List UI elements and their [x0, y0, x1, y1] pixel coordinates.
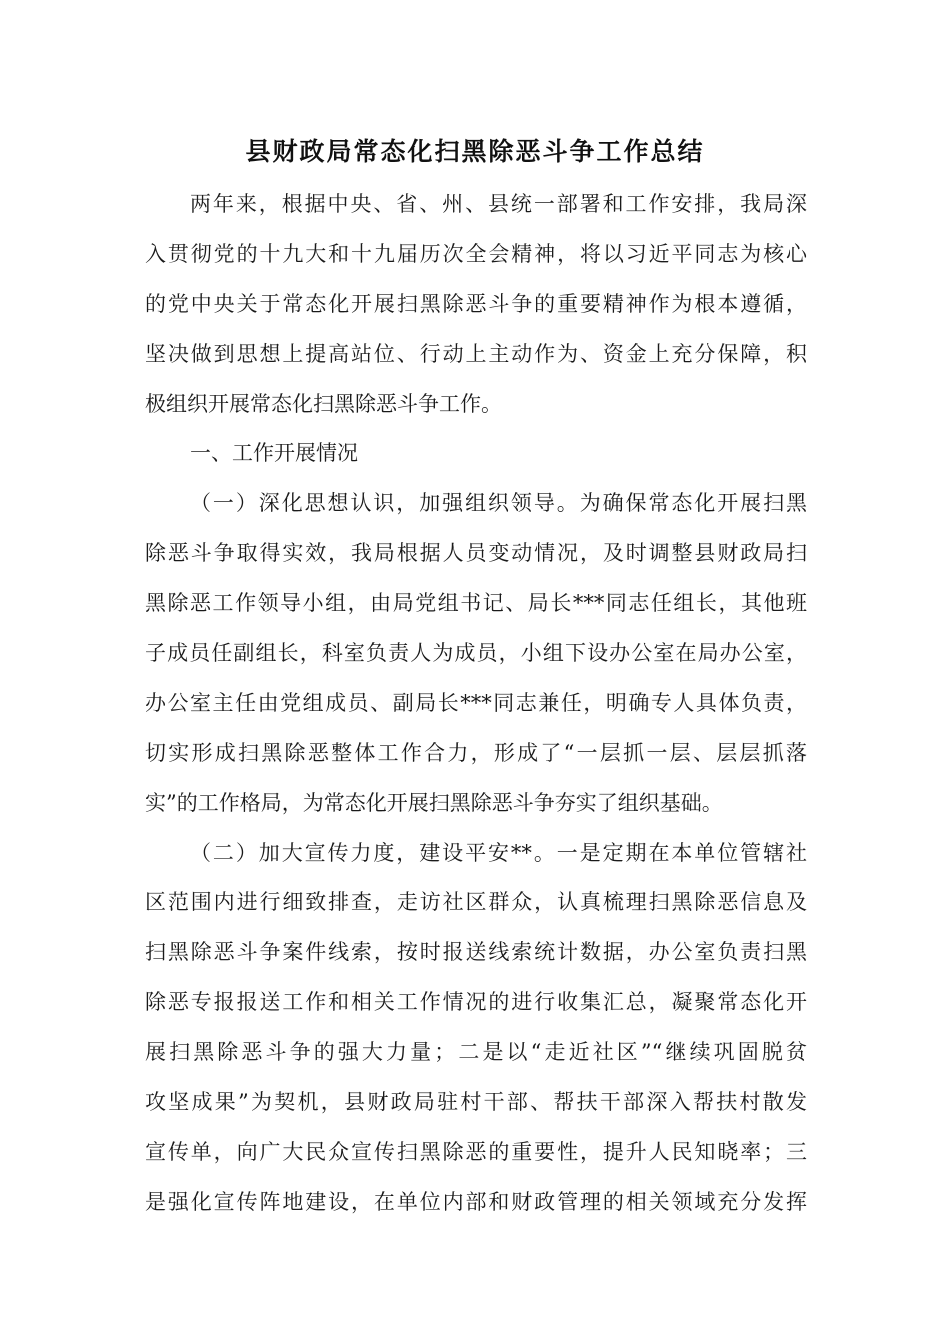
text-line: 的党中央关于常态化开展扫黑除恶斗争的重要精神作为根本遵循，	[145, 291, 807, 316]
text-line: （二）加大宣传力度，建设平安**。一是定期在本单位管辖社	[190, 840, 807, 865]
text-line: 扫黑除恶斗争案件线索，按时报送线索统计数据，办公室负责扫黑	[145, 940, 807, 965]
text-line: 两年来，根据中央、省、州、县统一部署和工作安排，我局深	[190, 192, 807, 216]
text-line: 攻坚成果”为契机，县财政局驻村干部、帮扶干部深入帮扶村散发	[145, 1090, 807, 1115]
text-line: 子成员任副组长，科室负责人为成员，小组下设办公室在局办公室，	[145, 641, 807, 666]
text-line: （一）深化思想认识，加强组织领导。为确保常态化开展扫黑	[190, 491, 807, 516]
text-line: 切实形成扫黑除恶整体工作合力，形成了“一层抓一层、层层抓落	[145, 740, 807, 765]
text-line: 除恶斗争取得实效，我局根据人员变动情况，及时调整县财政局扫	[145, 541, 807, 566]
text-line: 黑除恶工作领导小组，由局党组书记、局长***同志任组长，其他班	[145, 591, 807, 616]
text-line: 入贯彻党的十九大和十九届历次全会精神，将以习近平同志为核心	[145, 241, 807, 266]
text-line: 办公室主任由党组成员、副局长***同志兼任，明确专人具体负责，	[145, 690, 807, 715]
section-heading: 一、工作开展情况	[190, 441, 358, 466]
text-line: 区范围内进行细致排查，走访社区群众，认真梳理扫黑除恶信息及	[145, 890, 807, 915]
document-title: 县财政局常态化扫黑除恶斗争工作总结	[245, 137, 705, 166]
text-line: 坚决做到思想上提高站位、行动上主动作为、资金上充分保障，积	[145, 341, 807, 366]
text-line: 是强化宣传阵地建设，在单位内部和财政管理的相关领域充分发挥	[145, 1189, 807, 1214]
text-line: 除恶专报报送工作和相关工作情况的进行收集汇总，凝聚常态化开	[145, 990, 807, 1015]
text-line: 宣传单，向广大民众宣传扫黑除恶的重要性，提升人民知晓率；三	[145, 1139, 807, 1164]
text-line: 展扫黑除恶斗争的强大力量；二是以“走近社区”“继续巩固脱贫	[145, 1040, 807, 1065]
document-body	[145, 180, 807, 1228]
text-line: 极组织开展常态化扫黑除恶斗争工作。	[145, 391, 502, 416]
text-line: 实”的工作格局，为常态化开展扫黑除恶斗争夯实了组织基础。	[145, 790, 723, 815]
